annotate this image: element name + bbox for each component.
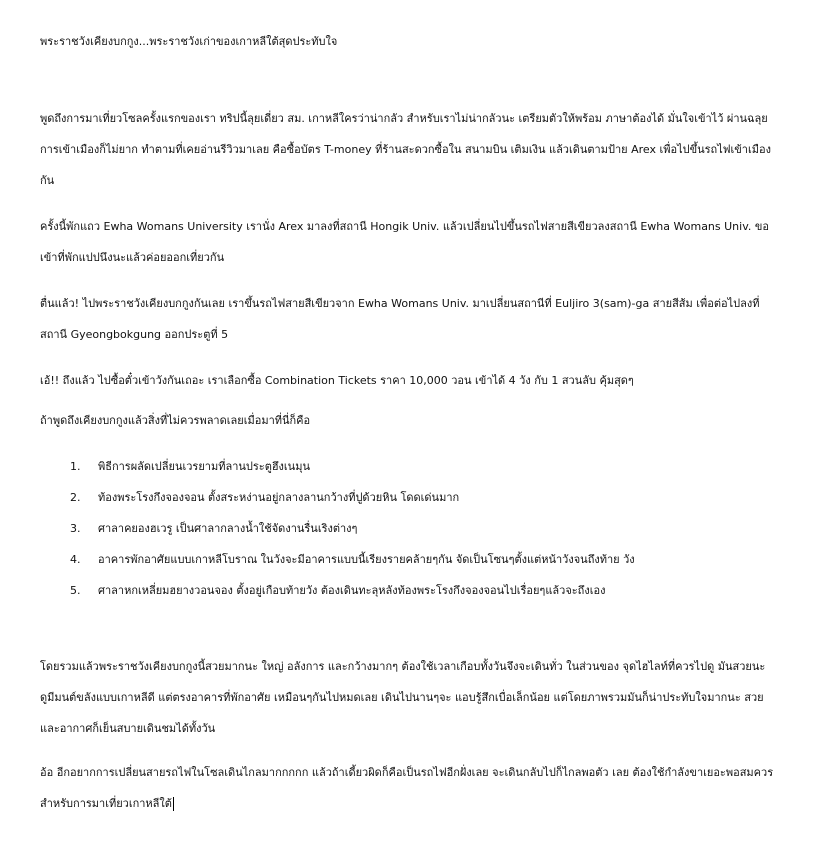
paragraph-summary: โดยรวมแล้วพระราชวังเคียงบกกูงนี้สวยมากนะ ใหญ่ อลังการ และกว้างมากๆ ต้องใช้เวลาเกือบทั้งวันจึงจะเดินทั่ว ในส่วนของ จุดไฮไลท์ที่ควรไปดู มันสวยนะ ดูมีมนต์ขลังแบบเกาหลีดี แต่ตรงอาคารที่พักอาศัย เหมือนๆกันไปหมดเลย เดินไปนานๆจะ แอบรู้สึกเบื่อเล็กน้อย แต่โดยภาพรวมมันก็น่าประทับใจมากนะ สวยและอากาศก็เย็นสบายเดินชมได้ทั้งวัน (40, 660, 766, 735)
list-number: 3. (70, 522, 81, 535)
list-item-text: ศาลาหกเหลี่ยมฮยางวอนจอง ตั้งอยู่เกือบท้ายวัง ต้องเดินทะลุหลังท้องพระโรงกึงจองจอนไปเรื่อยๆแล้วจะถึงเอง (98, 584, 606, 597)
paragraph-note: อ้อ อีกอยากการเปลี่ยนสายรถไฟในโซลเดินไกลมากกกกก แล้วถ้าเดี้ยวผิดก็คือเป็นรถไฟอีกฝั่งเลย จะเดินกลับไปก็ไกลพอตัว เลย ต้องใช้กำลังขาเยอะพอสมควร สำหรับการมาเที่ยวเกาหลีใต้ (40, 766, 774, 810)
paragraph-intro: พูดถึงการมาเที่ยวโซลครั้งแรกของเรา ทริปนี้ลุยเดี่ยว สม. เกาหลีใครว่าน่ากลัว สำหรับเราไม่น่ากลัวนะ เตรียมตัวให้พร้อม ภาษาต้องได้ มั่นใจเข้าไว้ ผ่านฉลุย การเข้าเมืองก็ไม่ยาก ทำตามที่เคยอ่านรีวิวมาเลย คือซื้อบัตร T-money ที่ร้านสะดวกซื้อใน สนามบิน เติมเงิน แล้วเดินตามป้าย Arex เพื่อไปขึ้นรถไฟเข้าเมืองกัน (40, 112, 771, 187)
list-item (40, 544, 775, 575)
paragraph-accommodation: ครั้งนี้พักแถว Ewha Womans University เรานั่ง Arex มาลงที่สถานี Hongik Univ. แล้วเปลี่ยนไปขึ้นรถไฟสายสีเขียวลงสถานี Ewha Womans Univ. ขอเข้าที่พักแปปนึงนะแล้วค่อยออกเที่ยวกัน (40, 220, 769, 264)
list-item (40, 451, 775, 482)
list-number: 2. (70, 491, 81, 504)
list-number: 4. (70, 553, 81, 566)
paragraph-list-intro: ถ้าพูดถึงเคียงบกกูงแล้วสิ่งที่ไม่ควรพลาดเลยเมื่อมาที่นี่ก็คือ (40, 414, 311, 427)
paragraph-note-wrap (40, 757, 775, 819)
list-number: 5. (70, 584, 81, 597)
list-item (40, 575, 775, 606)
list-item-text: พิธีการผลัดเปลี่ยนเวรยามที่ลานประตูฮึงเนมุน (98, 460, 310, 473)
list-item-text: ท้องพระโรงกึงจองจอน ตั้งสระหง่านอยู่กลางลานกว้างที่ปูด้วยหิน โดดเด่นมาก (98, 491, 460, 504)
paragraph-route: ตื่นแล้ว! ไปพระราชวังเคียงบกกูงกันเลย เราขึ้นรถไฟสายสีเขียวจาก Ewha Womans Univ. มาเปลี่ยนสถานีที่ Euljiro 3(sam)-ga สายสีส้ม เพื่อต่อไปลงที่สถานี Gyeongbokgung ออกประตูที่ 5 (40, 297, 760, 341)
text-cursor (173, 797, 174, 811)
list-item (40, 513, 775, 544)
list-item-text: ศาลาคยองฮเวรู เป็นศาลากลางน้ำใช้จัดงานรื่นเริงต่างๆ (98, 522, 358, 535)
paragraph-tickets: เอ้!! ถึงแล้ว ไปซื้อตั๋วเข้าวังกันเถอะ เราเลือกซื้อ Combination Tickets ราคา 10,000 วอน เข้าได้ 4 วัง กับ 1 สวนลับ คุ้มสุดๆ (40, 374, 634, 387)
list-number: 1. (70, 460, 81, 473)
list-item-text: อาคารพักอาศัยแบบเกาหลีโบราณ ในวังจะมีอาคารแบบนี้เรียงรายคล้ายๆกัน จัดเป็นโซนๆตั้งแต่หน้าวังจนถึงท้าย วัง (98, 553, 635, 566)
list-item (40, 482, 775, 513)
document-title: พระราชวังเคียงบกกูง...พระราชวังเก่าของเกาหลีใต้สุดประทับใจ (40, 35, 338, 48)
highlights-list (40, 451, 775, 606)
